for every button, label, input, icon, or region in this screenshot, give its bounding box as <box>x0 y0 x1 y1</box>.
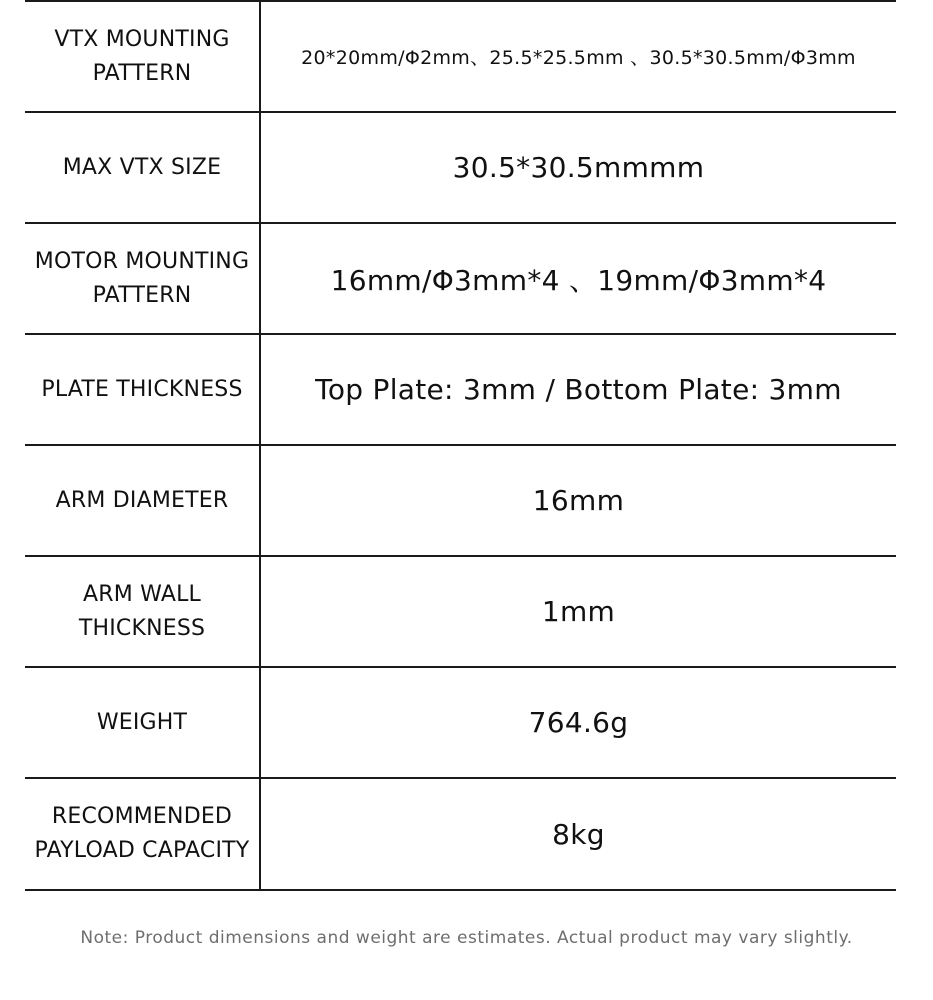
spec-label <box>25 445 260 556</box>
spec-label <box>25 223 260 334</box>
spec-label-line: PATTERN <box>92 282 192 308</box>
spec-label-line: MAX VTX SIZE <box>62 154 222 180</box>
spec-row-weight <box>25 667 896 778</box>
spec-value: 764.6g <box>260 667 896 778</box>
spec-label-line: MOTOR MOUNTING <box>34 248 250 274</box>
spec-label-line: PLATE THICKNESS <box>41 376 243 402</box>
spec-label <box>25 334 260 445</box>
spec-value: Top Plate: 3mm / Bottom Plate: 3mm <box>260 334 896 445</box>
spec-value: 16mm <box>260 445 896 556</box>
disclaimer-note: Note: Product dimensions and weight are estimates. Actual product may vary slightly. <box>80 928 853 948</box>
spec-label-line: PAYLOAD CAPACITY <box>34 838 250 863</box>
spec-label <box>25 667 260 778</box>
spec-label-line: ARM WALL <box>82 581 202 607</box>
spec-label-line: RECOMMENDED <box>51 804 233 829</box>
spec-row-arm-diameter <box>25 445 896 556</box>
spec-value: 30.5*30.5mmmm <box>260 112 896 223</box>
spec-label <box>25 112 260 223</box>
spec-value: 20*20mm/Φ2mm、25.5*25.5mm 、30.5*30.5mm/Φ3mm <box>260 1 896 112</box>
spec-row-recommended-payload-capacity <box>25 778 896 890</box>
spec-row-motor-mounting-pattern <box>25 223 896 334</box>
spec-label <box>25 556 260 667</box>
spec-value: 16mm/Φ3mm*4 、19mm/Φ3mm*4 <box>260 223 896 334</box>
spec-label-line: ARM DIAMETER <box>55 487 229 513</box>
spec-row-arm-wall-thickness <box>25 556 896 667</box>
spec-label-line: WEIGHT <box>96 709 188 735</box>
spec-label-line: PATTERN <box>92 60 192 86</box>
spec-table <box>25 0 896 891</box>
spec-row-plate-thickness <box>25 334 896 445</box>
spec-value: 1mm <box>260 556 896 667</box>
spec-label-line: THICKNESS <box>78 615 206 641</box>
spec-value: 8kg <box>260 778 896 890</box>
spec-label <box>25 778 260 890</box>
spec-row-max-vtx-size <box>25 112 896 223</box>
spec-label-line: VTX MOUNTING <box>54 26 230 52</box>
spec-row-vtx-mounting-pattern <box>25 1 896 112</box>
spec-label <box>25 1 260 112</box>
